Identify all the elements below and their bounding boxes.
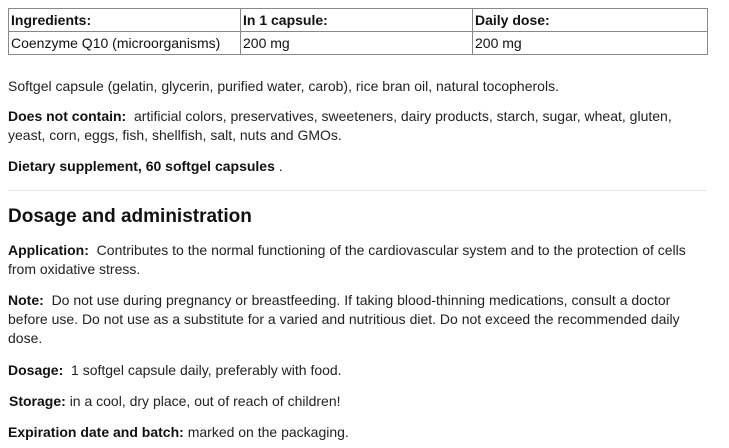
expiration-text: marked on the packaging. [187,424,349,440]
application-paragraph [8,241,707,279]
header-in-one-capsule: In 1 capsule: [241,9,473,32]
product-info-page [8,8,707,440]
supplement-suffix: . [278,158,283,174]
does-not-contain-text: artificial colors, preservatives, sweeteners, dairy products, starch, sugar, wheat, gluten, yeast, corn, eggs, fish, shellfish, salt, nuts and GMOs. [8,108,672,143]
note-text: Do not use during pregnancy or breastfeeding. If taking blood-thinning medications, consult a doctor before use. Do not use as a substitute for a varied and nutritious diet. Do not exceed the recommended daily dose. [8,292,680,346]
table-row [9,32,708,55]
header-daily-dose: Daily dose: [473,9,708,32]
ingredients-table [8,8,708,55]
header-ingredients: Ingredients: [9,9,241,32]
composition-text: Softgel capsule (gelatin, glycerin, purified water, carob), rice bran oil, natural tocopherols. [8,78,559,94]
storage-label: Storage: [9,393,66,409]
dosage-section-title: Dosage and administration [8,206,252,227]
dosage-label: Dosage: [8,362,64,378]
cell-ingredient-name: Coenzyme Q10 (microorganisms) [9,32,241,55]
does-not-contain-paragraph [8,107,707,145]
application-text: Contributes to the normal functioning of the cardiovascular system and to the protection of cells from oxidative stress. [8,242,686,277]
note-label: Note: [8,292,44,308]
dosage-text: 1 softgel capsule daily, preferably with food. [71,362,342,378]
note-paragraph [8,291,707,348]
dosage-paragraph [8,361,342,380]
section-divider [8,190,707,191]
table-header-row [9,9,708,32]
application-label: Application: [8,242,89,258]
supplement-label: Dietary supplement, 60 softgel capsules [8,158,275,174]
cell-daily-dose-amount: 200 mg [473,32,708,55]
storage-text: in a cool, dry place, out of reach of children! [69,393,341,409]
does-not-contain-label: Does not contain: [8,108,127,124]
cell-per-capsule-amount: 200 mg [241,32,473,55]
expiration-label: Expiration date and batch: [8,424,184,440]
storage-paragraph [9,392,341,411]
expiration-paragraph [8,423,349,442]
supplement-paragraph [8,157,283,176]
